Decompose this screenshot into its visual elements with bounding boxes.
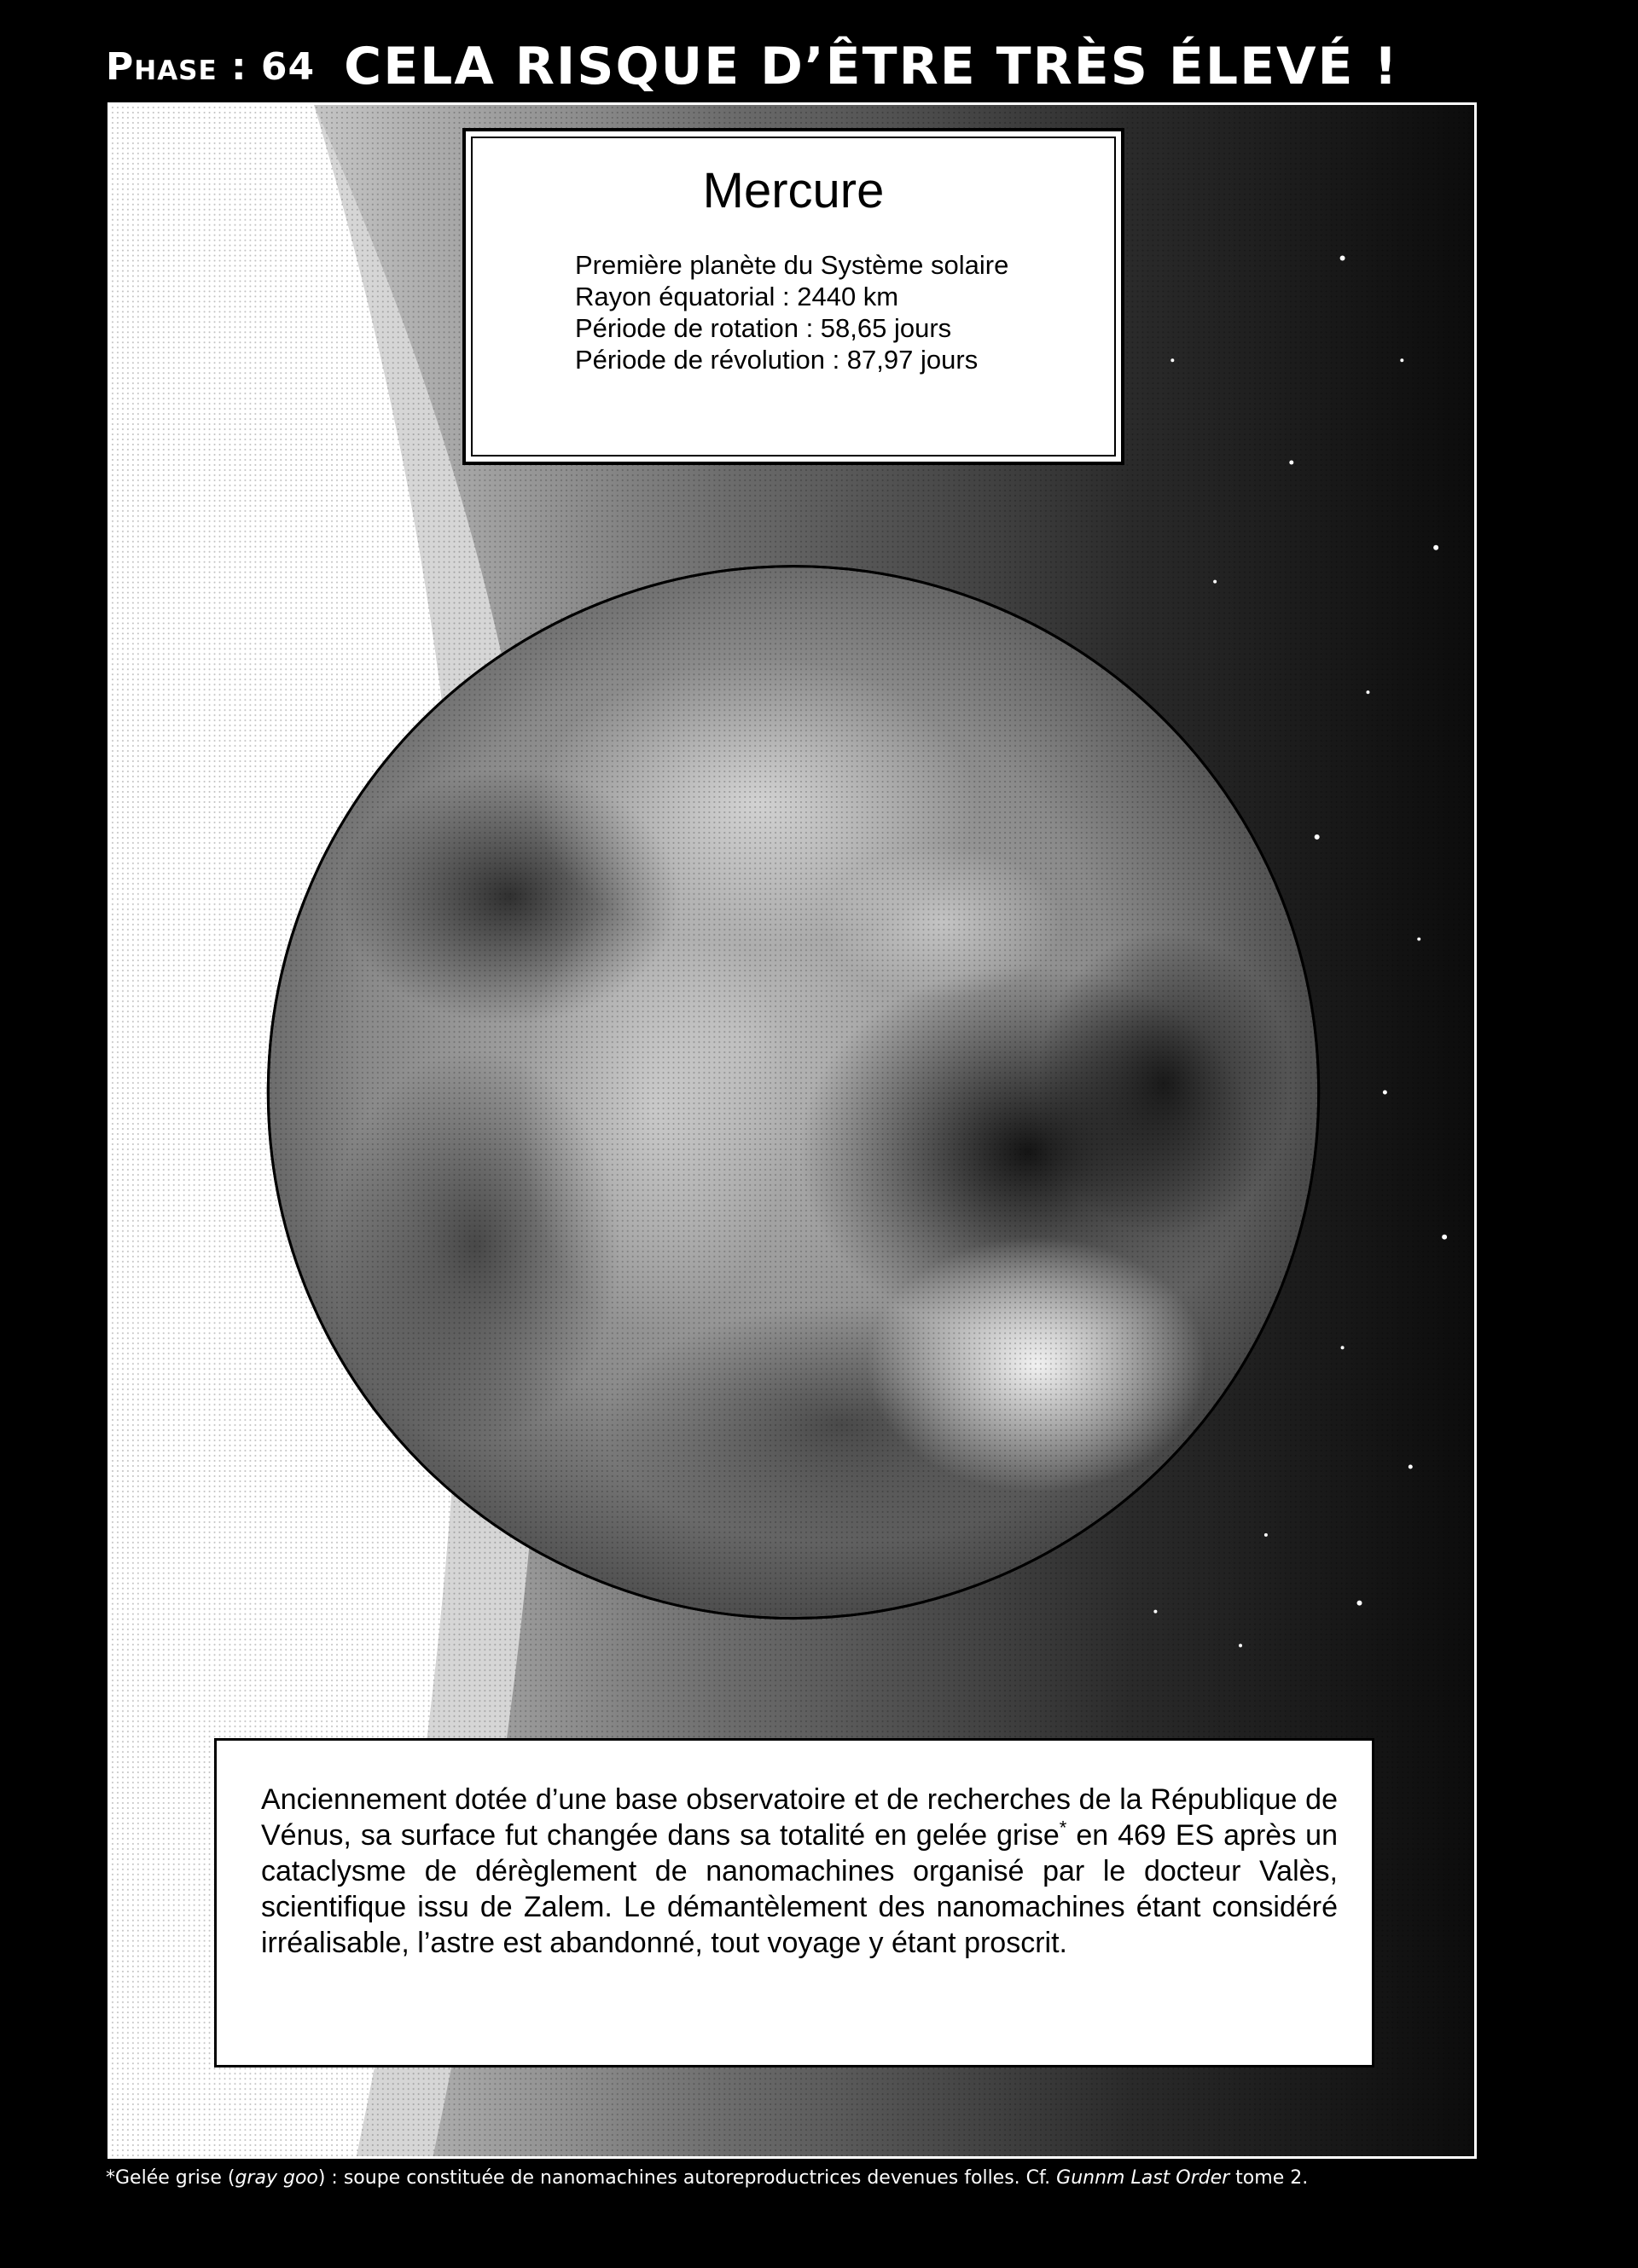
planet-info-box [462, 128, 1124, 465]
illustration-panel [107, 102, 1477, 2159]
footnote-prefix: *Gelée grise ( [106, 2167, 235, 2189]
page-title [106, 32, 1399, 101]
caption-box [214, 1738, 1374, 2067]
footnote-mark: * [1059, 1817, 1067, 1839]
planet-facts [575, 249, 1114, 375]
caption-text-part-2: en 469 ES après un cataclysme de dérèglement de nanomachines organisé par le docteur Valès, scientifique issu de Zalem. Le démantèlement des nanomachines étant considéré irréalisable, l’astre est abandonné, tout voyage y étant proscrit. [261, 1819, 1338, 1959]
planet-name: Mercure [702, 163, 885, 218]
planet-fact-rotation: Période de rotation : 58,65 jours [575, 313, 952, 343]
footnote-term: gray goo [235, 2167, 318, 2189]
planet-fact-radius: Rayon équatorial : 2440 km [575, 282, 899, 311]
footnote-definition: ) : soupe constituée de nanomachines autoreproductrices devenues folles. Cf. [317, 2167, 1057, 2189]
footnote [106, 2166, 1505, 2191]
footnote-work-title: Gunnm Last Order [1056, 2167, 1230, 2189]
footnote-suffix: tome 2. [1229, 2167, 1309, 2189]
planet-fact-revolution: Période de révolution : 87,97 jours [575, 345, 979, 375]
phase-label: Phase : 64 [106, 44, 316, 89]
planet-fact-position: Première planète du Système solaire [575, 250, 1009, 280]
caption-text [261, 1782, 1338, 1961]
caption-text-part-1: Anciennement dotée d’une base observatoire et de recherches de la République de Vénus, sa surface fut changée dans sa totalité en gelée grise [261, 1783, 1338, 1852]
chapter-title: CELA RISQUE D’ÊTRE TRÈS ÉLEVÉ ! [344, 37, 1399, 96]
